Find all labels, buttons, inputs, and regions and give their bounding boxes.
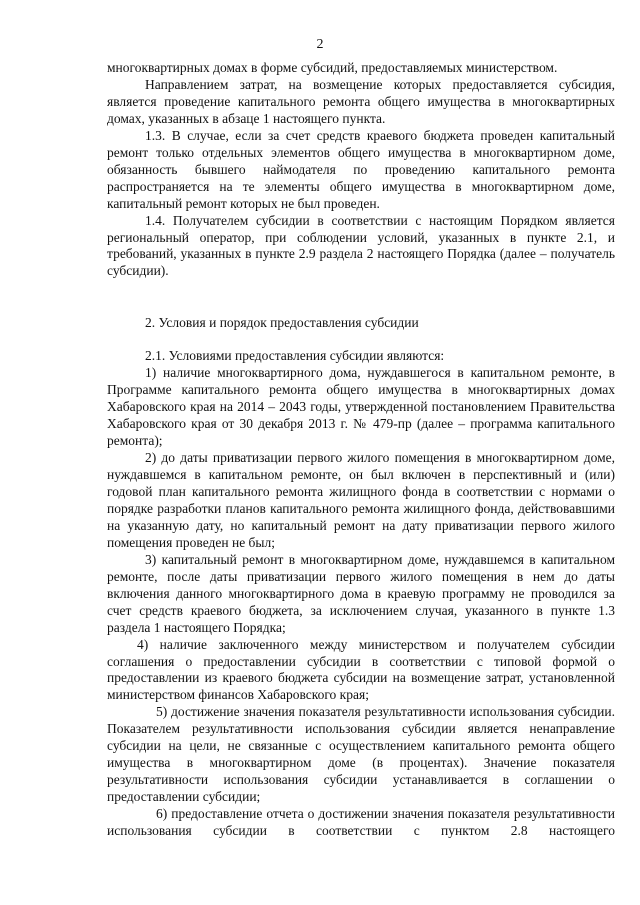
paragraph-expense-direction: Направлением затрат, на возмещение которых предоставляется субсидия, является проведение капитального ремонта общего имущества в многоквартирных домах, указанных в абзаце 1 настоящего пункта. <box>107 76 615 126</box>
paragraph-condition-3: 3) капитальный ремонт в многоквартирном доме, нуждавшемся в капитальном ремонте, после даты приватизации первого жилого помещения в нем до даты включения данного многоквартирного дома в краевую программу не проводился за счет средств краевого бюджета, за исключением случая, указанного в пункте 1.3 раздела 1 настоящего Порядка; <box>107 551 615 635</box>
paragraph-continuation: многоквартирных домах в форме субсидий, предоставляемых министерством. <box>107 60 558 75</box>
paragraph-condition-1: 1) наличие многоквартирного дома, нуждавшегося в капитальном ремонте, в Программе капитального ремонта общего имущества в многоквартирных домах Хабаровского края на 2014 – 2043 годы, утвержденной постановлением Правительства Хабаровского края от 30 декабря 2013 г. № 479-пр (далее – программа капитального ремонта); <box>107 365 615 449</box>
section-heading: 2. Условия и порядок предоставления субсидии <box>145 315 419 331</box>
page-number: 2 <box>316 37 324 52</box>
paragraph-condition-5: 5) достижение значения показателя результативности использования субсидии. Показателем результативности использования субсидии является ненаправление субсидии на цели, не связанные с осуществлением капитального ремонта общего имущества в многоквартирном доме (в процентах). Значение показателя результативности использования субсидии устанавливается в соглашении о предоставлении субсидии; <box>107 704 615 805</box>
paragraph-1-4: 1.4. Получателем субсидии в соответствии с настоящим Порядком является региональный оператор, при соблюдении условий, указанных в пункте 2.1, и требований, указанных в пункте 2.9 раздела 2 настоящего Порядка (далее – получатель субсидии). <box>107 212 615 279</box>
paragraph-condition-2: 2) до даты приватизации первого жилого помещения в многоквартирном доме, нуждавшемся в капитальном ремонте, он был включен в перспективный и (или) годовой план капитального ремонта жилищного фонда в соответствии с нормами о порядке разработки планов капитального ремонта жилищного фонда, действовавшими на указанную дату, но капитальный ремонт на дату приватизации первого жилого помещения проведен не был; <box>107 450 615 550</box>
document-body <box>107 60 615 840</box>
paragraph-1-3: 1.3. В случае, если за счет средств краевого бюджета проведен капитальный ремонт только отдельных элементов общего имущества в многоквартирном доме, обязанность бывшего наймодателя по проведению капитального ремонта распространяется на те элементы общего имущества в многоквартирном доме, капитальный ремонт которых не был проведен. <box>107 127 615 211</box>
paragraph-condition-4: 4) наличие заключенного между министерством и получателем субсидии соглашения о предоставлении субсидии в соответствии с типовой формой о предоставлении из краевого бюджета субсидии на возмещение затрат, установленной министерством финансов Хабаровского края; <box>107 636 615 703</box>
paragraph-2-1: 2.1. Условиями предоставления субсидии являются: <box>145 348 445 364</box>
paragraph-condition-6: 6) предоставление отчета о достижении значения показателя результативности использования субсидии в соответствии с пунктом 2.8 настоящего <box>107 806 615 839</box>
spacer <box>107 280 615 315</box>
spacer <box>107 332 615 348</box>
